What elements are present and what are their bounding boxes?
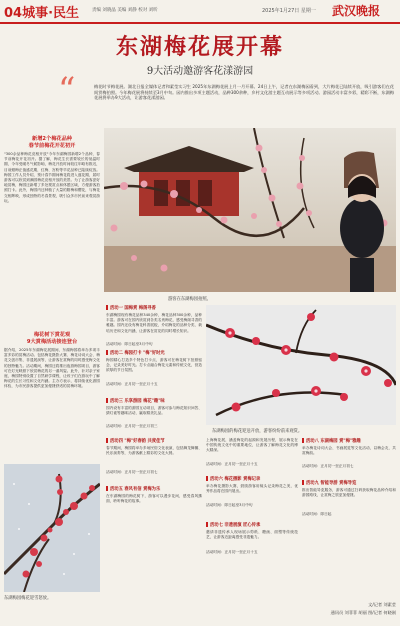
heading-marker xyxy=(302,480,304,485)
activity-8-time: 活动时间：正月初一至正月初七 xyxy=(302,464,354,468)
activity-2-title: 活动二 梅园打卡 "梅"好时光 xyxy=(110,351,165,356)
activity-7-time: 活动时间：正月初一至正月十五 xyxy=(206,550,258,554)
activity-9-heading xyxy=(302,480,396,486)
activity-5-heading xyxy=(106,486,202,492)
left-subheading-2: 梅花树下赏花观 9大赏梅活动接连登台 xyxy=(26,332,78,345)
page-header xyxy=(0,0,400,24)
plum-blossom-snow-photo xyxy=(4,464,100,592)
heading-marker xyxy=(106,398,108,403)
activity-4-title: 活动四 "梅"好春韵 共度佳节 xyxy=(110,439,165,444)
heading-marker xyxy=(206,522,208,527)
activity-4-time: 活动时间：正月初一至正月初七 xyxy=(106,470,158,474)
quote-mark-icon: “ xyxy=(58,70,76,110)
activity-9-time: 活动时间：即日起 xyxy=(302,512,332,516)
main-photo-pavilion-visitor xyxy=(104,128,396,292)
left-paragraph-1: "300余品种梅花竞相开放"今年东湖梅园新增2个品种，春节前梅花开花初开。据了解，梅花生长需要较长的低温时期，今年受暖冬气候影响，梅花开放时间较往年略有推迟，目前蜡梅正值盛花期，红梅、宫粉等早花品种已陆续绽放。梅园工作人员介绍，预计春节期间梅花将进入盛花期，届时游客可以欣赏到满园梅花竞相开放的美景。为了让游客更好地赏梅，梅园还新增了多处观赏点和休憩区域，方便游客拍照打卡。此外，梅园内还种植了大量的腊梅和樱花，与梅花交相辉映，形成独特的冬春景观，吸引众多市民前来观赏游玩。 xyxy=(4,152,100,203)
editor-credits: 责编 刘晓晶 美编 刘静 校对 刘昕 xyxy=(92,8,158,13)
byline-author: 文/记者 刘素莹 xyxy=(368,602,396,607)
heading-marker xyxy=(302,438,304,443)
issue-date: 2025年1月27日 星期一 xyxy=(262,8,316,14)
heading-marker xyxy=(206,476,208,481)
plum-blossom-closeup-photo xyxy=(206,305,396,425)
activity-5-text: 在东湖梅园的梅花树下，游客可以漫步花间，感受春风拂面，聆听梅花的故事。 xyxy=(106,494,202,504)
activity-1-text: 东湖梅园现有梅花品种340余种，梅花品种300余种，品种丰富。游客可在园内欣赏到各类名贵梅花，感受梅阁寻香的雅趣。园内还设有梅花科普展板，介绍梅花的品种分类、栽培历史和文化内涵，让游客在赏花的同时增长知识。 xyxy=(106,313,202,333)
right-paragraph-intro: 上海梅花展，涵盖梅花的起源和发展历程，展示梅花在中国传统文化中的重要地位，让游客了解梅花文化的博大精深。 xyxy=(206,438,298,453)
activity-8-text: 举办梅花诗词大会、书画展览等文化活动，以梅会友，共赏梅韵。 xyxy=(302,446,396,456)
activity-3-heading xyxy=(106,398,202,404)
activity-6-title: 活动六 梅花摄影 赏梅记录 xyxy=(210,477,261,482)
activity-3-title: 活动三 乐享游园 梅花"趣"味 xyxy=(110,399,165,404)
activity-7-text: 邀请非遗传承人现场展示剪纸、糖画、面塑等传统技艺，让游客近距离感受非遗魅力。 xyxy=(206,530,298,540)
heading-marker xyxy=(106,305,108,310)
activity-4-text: 春节期间，梅园将举办多场民俗文化表演，包括舞龙舞狮、民乐演奏等，为游客献上精彩的文化大餐。 xyxy=(106,446,202,456)
activity-3-text: 园内设有丰富的游园互动项目，游客可参与梅花知识问答、猜灯谜等趣味活动，赢取精美礼品。 xyxy=(106,406,202,416)
right-photo-caption: 东湖梅园的梅花迎送开放，游客纷纷前来观赏。 xyxy=(212,429,303,434)
main-photo-caption: 游客在东湖梅园拍照。 xyxy=(168,297,211,302)
activity-9-text: 推出智能导览服务，游客可通过扫码获取梅花品种介绍和游园路线，让赏梅之旅更加便捷。 xyxy=(302,488,396,498)
heading-marker xyxy=(106,350,108,355)
activity-3-time: 活动时间：正月初一至正月初三 xyxy=(106,424,158,428)
activity-9-title: 活动九 智能导游 赏梅导览 xyxy=(306,481,357,486)
left-paragraph-2: 据介绍，2025年东湖梅花展期间，东湖梅园将举办多项丰富多彩的赏梅活动。包括梅花摄影大赛、梅花诗词大会、梅花文创市集、非遗展演等，让游客在赏梅的同时感受梅文化的独特魅力。活动期间，梅园还将推出夜游梅园项目，游客可在灯光映照下欣赏梅花的另一番风姿。此外，针对亲子家庭，梅园特别设置了自然研学课程，让孩子们在游玩中了解梅花的生长习性和文化内涵。主办方表示，将持续优化游园体验，为市民游客提供更加便捷舒适的赏梅环境。 xyxy=(4,348,100,389)
activity-1-title: 活动一 国梅赏 梅阁寻香 xyxy=(110,306,156,311)
activity-7-heading xyxy=(206,522,298,528)
activity-6-heading xyxy=(206,476,298,482)
left-photo-caption: 东湖梅园梅花迎雪怒放。 xyxy=(4,596,52,601)
subheadline: 9大活动邀游客花漾游园 xyxy=(146,66,254,77)
headline: 东湖梅花展开幕 xyxy=(115,34,284,60)
left-subheading-1: 新增2个梅花品种 春节前梅花开花初开 xyxy=(28,136,76,149)
right-intro-time: 活动时间：正月初一至正月十五 xyxy=(206,462,258,466)
activity-6-time: 活动时间：即日起至3月中旬 xyxy=(206,503,253,507)
activity-2-heading xyxy=(106,350,202,356)
lead-paragraph: 梅花时节梅花展。湖北日报全媒体记者和素莹实习生 2025年东湖梅花展上月一月开幕。24日上午，记者在东湖梅园看到，大片梅花已陆续开放，吸引游客们在花间赏梅拍照。今年梅花展将持续至3月中旬。园内推出多项主题活动，品种300余种，乡村文化游主题互动展示等多项活动。游园活动丰富多彩，精彩不断，东湖梅花展将举办9大活动，让游客花漾游园。 xyxy=(94,84,394,101)
activity-6-text: 举办梅花摄影大赛，鼓励游客用镜头记录梅花之美，优秀作品将在园内展出。 xyxy=(206,484,298,494)
byline-contributors: 通讯员 刘菲菲 胡丽 图/记者 何晓刚 xyxy=(330,610,396,615)
activity-2-text: 梅园精心打造多个特色打卡点，游客可在梅花树下拍照留念，记录美好时光。打卡点融合梅花元素和传统文化，营造浓厚的节日氛围。 xyxy=(106,358,202,373)
activity-1-heading xyxy=(106,305,202,311)
activity-5-title: 活动五 春风有信 赏梅为乐 xyxy=(110,487,161,492)
activity-8-title: 活动八 东湖梅园 赏"梅"雅趣 xyxy=(306,439,361,444)
activity-2-time: 活动时间：正月初一至正月十五 xyxy=(106,382,158,386)
activity-1-time: 活动时间：即日起至3月中旬 xyxy=(106,342,153,346)
heading-marker xyxy=(106,438,108,443)
activity-7-title: 活动七 非遗展演 匠心传承 xyxy=(210,523,261,528)
activity-8-heading xyxy=(302,438,396,444)
newspaper-logo: 武汉晚报 xyxy=(332,4,381,18)
activity-4-heading xyxy=(106,438,202,444)
heading-marker xyxy=(106,486,108,491)
page-section-label: 04城事·民生 xyxy=(4,6,80,21)
